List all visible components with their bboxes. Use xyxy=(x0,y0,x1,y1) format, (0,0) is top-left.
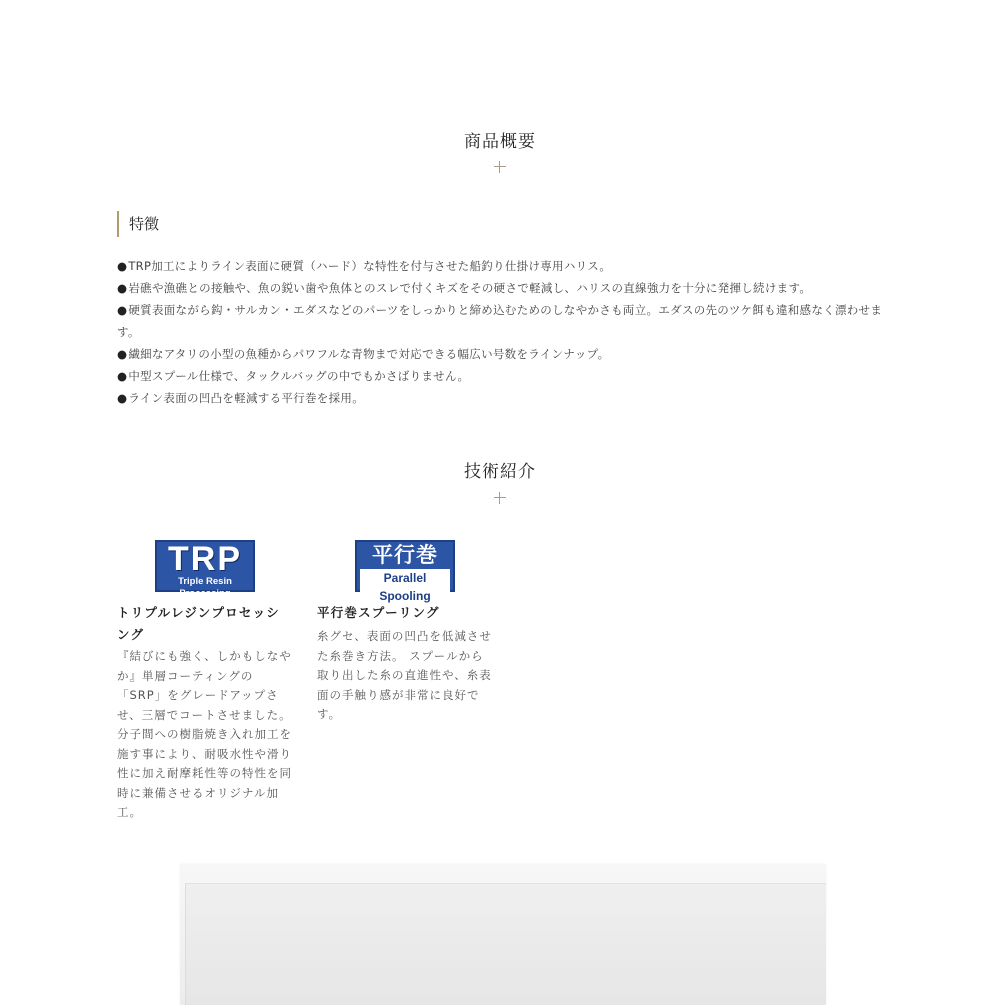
overview-plus-icon xyxy=(0,158,1000,177)
bullet-icon: ● xyxy=(117,347,128,361)
trp-logo-sub: Triple Resin Processing xyxy=(178,576,232,599)
tech-plus-icon xyxy=(0,489,1000,508)
feature-item: ●繊細なアタリの小型の魚種からパワフルな青物まで対応できる幅広い号数をラインナップ。 xyxy=(117,347,610,361)
parallel-logo-sub: Parallel Spooling xyxy=(360,569,450,605)
tech-desc-trp: 『結びにも強く、しかもしなやか』単層コーティングの「SRP」をグレードアップさせ、三層でコートさせました。 分子間への樹脂焼き入れ加工を施す事により、耐吸水性や滑り性に加え耐摩耗性等の特性を同時に兼備させるオリジナル加工。 xyxy=(117,649,292,819)
trp-logo xyxy=(155,540,255,599)
tech-title: 技術紹介 xyxy=(464,462,536,482)
bullet-icon: ● xyxy=(117,391,128,405)
bullet-icon: ● xyxy=(117,281,128,295)
trp-logo-main: TRP xyxy=(168,540,242,578)
overview-title: 商品概要 xyxy=(464,132,536,152)
feature-item: ●TRP加工によりライン表面に硬質（ハード）な特性を付与させた船釣り仕掛け専用ハリス。 xyxy=(117,259,612,273)
parallel-spooling-logo xyxy=(355,540,455,603)
feature-item: ●硬質表面ながら鈎・サルカン・エダスなどのパーツをしっかりと締め込むためのしなやかさも両立。エダスの先のツケ餌も違和感なく漂わせます。 xyxy=(117,303,883,339)
product-image-inner xyxy=(185,883,826,1005)
tech-desc-parallel: 糸グセ、表面の凹凸を低減させた糸巻き方法。 スプールから取り出した糸の直進性や、糸表面の手触り感が非常に良好です。 xyxy=(317,629,492,721)
tech-name-parallel: 平行巻スプーリング xyxy=(317,605,440,620)
features-list xyxy=(117,255,897,409)
bullet-icon: ● xyxy=(117,259,128,273)
feature-item: ●中型スプール仕様で、タックルバッグの中でもかさばりません。 xyxy=(117,369,470,383)
parallel-logo-main: 平行巻 xyxy=(372,543,438,567)
bullet-icon: ● xyxy=(117,303,128,317)
feature-item: ●ライン表面の凹凸を軽減する平行巻を採用。 xyxy=(117,391,364,405)
features-heading: 特徴 xyxy=(117,211,159,237)
feature-item: ●岩礁や漁礁との接触や、魚の鋭い歯や魚体とのスレで付くキズをその硬さで軽減し、ハリスの直線強力を十分に発揮し続けます。 xyxy=(117,281,812,295)
tech-name-trp: トリプルレジンプロセッシング xyxy=(117,605,280,642)
product-image-box xyxy=(180,865,826,1005)
bullet-icon: ● xyxy=(117,369,128,383)
